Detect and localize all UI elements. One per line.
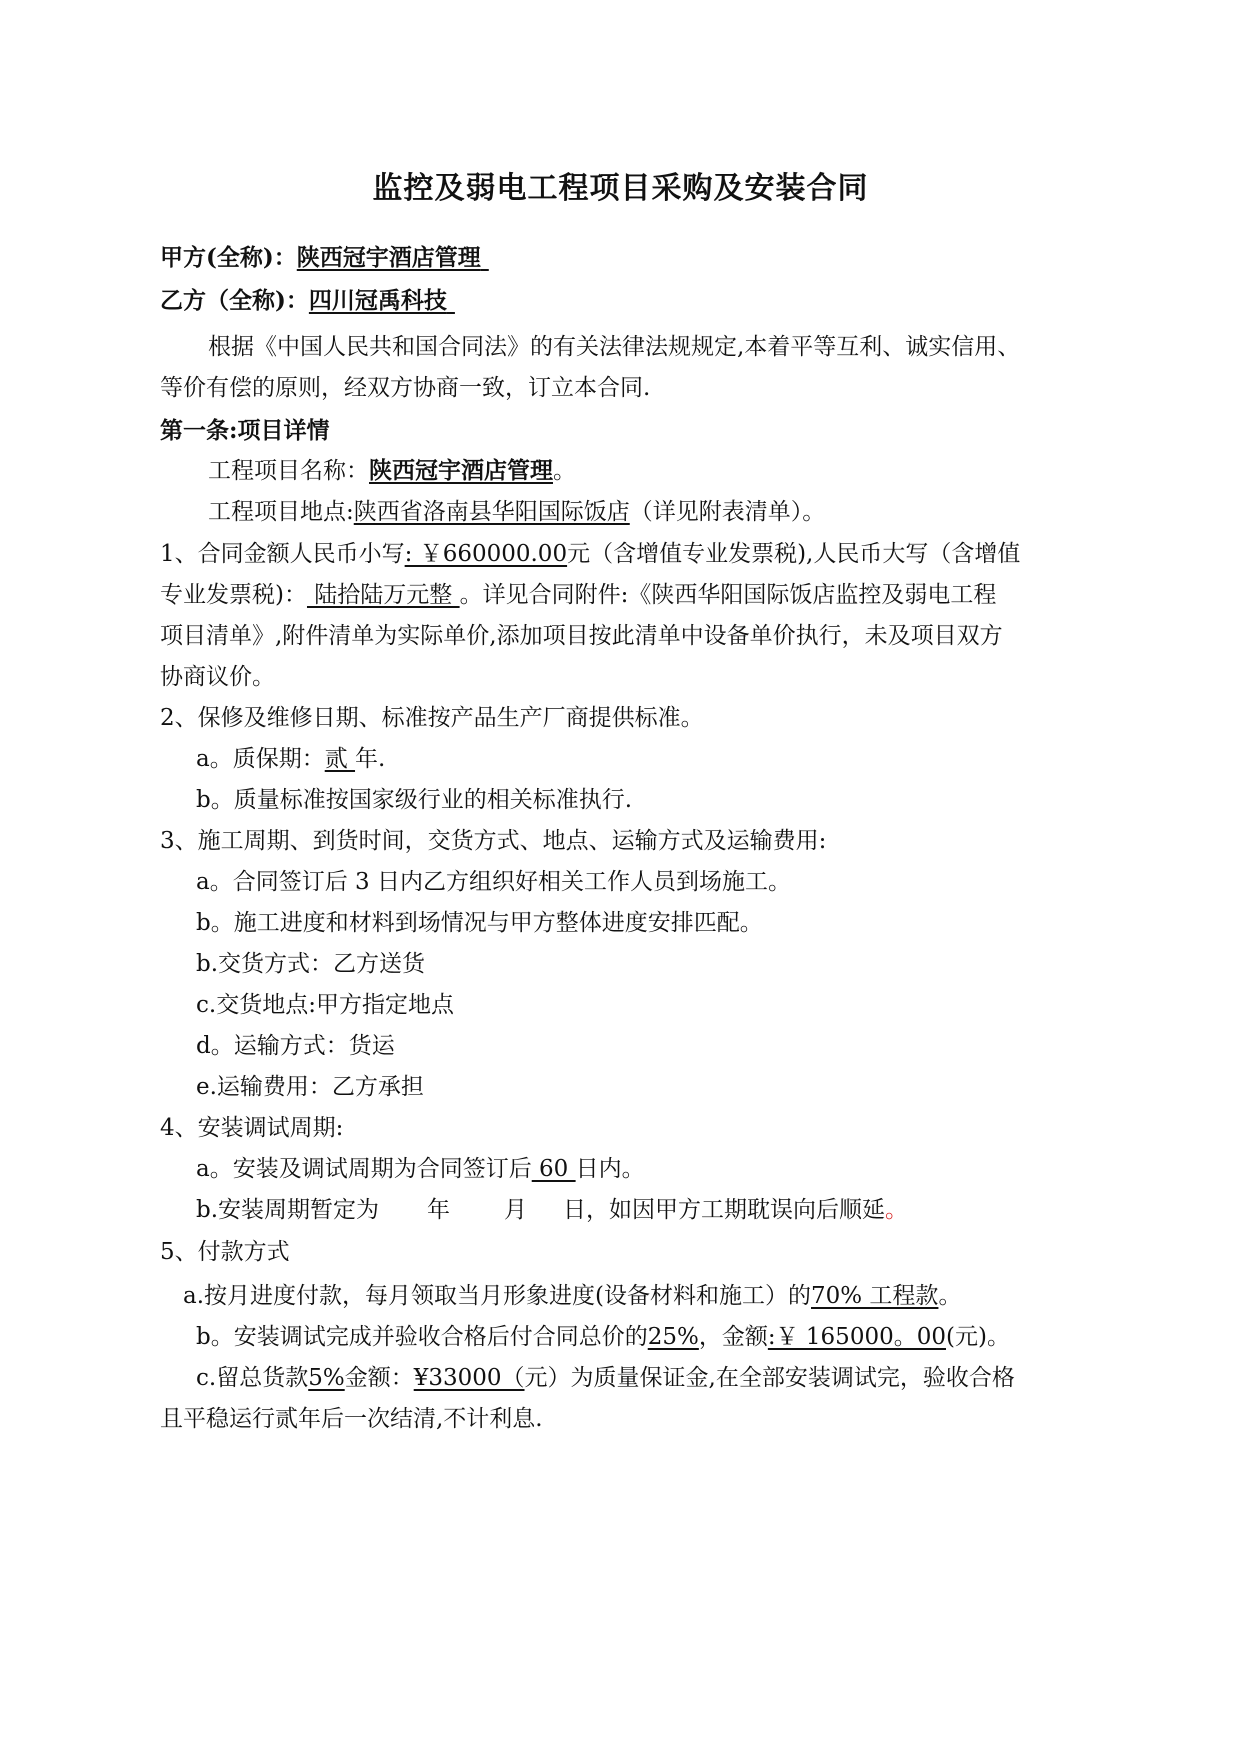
- document-title: 监控及弱电工程项目采购及安装合同: [372, 171, 869, 206]
- clause-4-heading: 4、安装调试周期:: [160, 1115, 344, 1141]
- clause-2-b: b。质量标准按国家级行业的相关标准执行.: [196, 787, 633, 813]
- clause-5-c: c.留总货款5%金额：¥33000（元）为质量保证金,在全部安装调试完，验收合格: [196, 1365, 1015, 1391]
- clause-2-heading: 2、保修及维修日期、标准按产品生产厂商提供标准。: [160, 705, 704, 731]
- retention-pct: 5%: [308, 1365, 345, 1391]
- project-site-line: 工程项目地点:陕西省洛南县华阳国际饭店（详见附表清单）。: [208, 499, 826, 525]
- clause-4-b: b.安装周期暂定为 年 月 日，如因甲方工期耽误向后顺延。: [196, 1197, 909, 1223]
- clause-2-a: a。质保期：贰 年.: [196, 746, 386, 772]
- install-days: 60: [531, 1156, 576, 1182]
- clause-3-b2: b.交货方式：乙方送货: [196, 951, 426, 977]
- clause-5-heading: 5、付款方式: [160, 1239, 290, 1265]
- project-name-value: 陕西冠宇酒店管理: [369, 457, 553, 484]
- project-name-label: 工程项目名称：: [208, 458, 369, 484]
- clause-3-a: a。合同签订后 3 日内乙方组织好相关工作人员到场施工。: [196, 869, 791, 895]
- clause-3-e: e.运输费用：乙方承担: [196, 1074, 424, 1100]
- clause-1-line-3: 项目清单》,附件清单为实际单价,添加项目按此清单中设备单价执行，未及项目双方: [160, 623, 1003, 649]
- party-a-value: 陕西冠宇酒店管理: [296, 244, 481, 271]
- acceptance-amount: :￥ 165000。00: [767, 1324, 946, 1350]
- contract-amount-words: 陆拾陆万元整: [306, 582, 460, 608]
- party-b-line: [160, 286, 455, 316]
- acceptance-pct: 25%: [647, 1324, 699, 1350]
- monthly-progress-pct: 70% 工程款: [811, 1283, 939, 1309]
- project-site-value: 陕西省洛南县华阳国际饭店: [353, 499, 630, 525]
- clause-1-line-1: 1、合同金额人民币小写: ￥660000.00元（含增值专业发票税),人民币大写（含增值: [160, 541, 1021, 567]
- party-a-line: [160, 243, 489, 273]
- clause-1-line-2: 专业发票税)： 陆拾陆万元整 。详见合同附件:《陕西华阳国际饭店监控及弱电工程: [160, 582, 997, 608]
- article-1-heading: 第一条:项目详情: [160, 417, 330, 444]
- contract-amount-figures: : ￥660000.00: [404, 541, 568, 567]
- clause-5-b: b。安装调试完成并验收合格后付合同总价的25%，金额:￥ 165000。00(元)。: [196, 1324, 1010, 1350]
- clause-4-a: a。安装及调试周期为合同签订后 60 日内。: [196, 1156, 645, 1182]
- party-b-value: 四川冠禹科技: [308, 287, 447, 314]
- clause-3-d: d。运输方式：货运: [196, 1033, 395, 1059]
- party-b-label: 乙方（全称)：: [160, 287, 309, 314]
- project-name-line: 工程项目名称：陕西冠宇酒店管理。: [208, 457, 576, 484]
- clause-3-c: c.交货地点:甲方指定地点: [196, 992, 454, 1018]
- warranty-years: 贰: [324, 746, 356, 772]
- project-site-label: 工程项目地点:: [208, 499, 354, 525]
- party-a-label: 甲方(全称)：: [160, 244, 297, 271]
- clause-3-heading: 3、施工周期、到货时间，交货方式、地点、运输方式及运输费用:: [160, 828, 827, 854]
- preamble-line-1: 根据《中国人民共和国合同法》的有关法律法规规定,本着平等互利、诚实信用、: [208, 334, 1021, 360]
- retention-amount: ¥33000（: [413, 1365, 525, 1391]
- clause-5-c-line-2: 且平稳运行贰年后一次结清,不计利息.: [160, 1406, 543, 1432]
- clause-5-a: a.按月进度付款，每月领取当月形象进度(设备材料和施工）的70% 工程款。: [183, 1283, 962, 1309]
- clause-1-line-4: 协商议价。: [160, 664, 275, 690]
- preamble-line-2: 等价有偿的原则，经双方协商一致，订立本合同.: [160, 375, 651, 401]
- clause-3-b1: b。施工进度和材料到场情况与甲方整体进度安排匹配。: [196, 910, 763, 936]
